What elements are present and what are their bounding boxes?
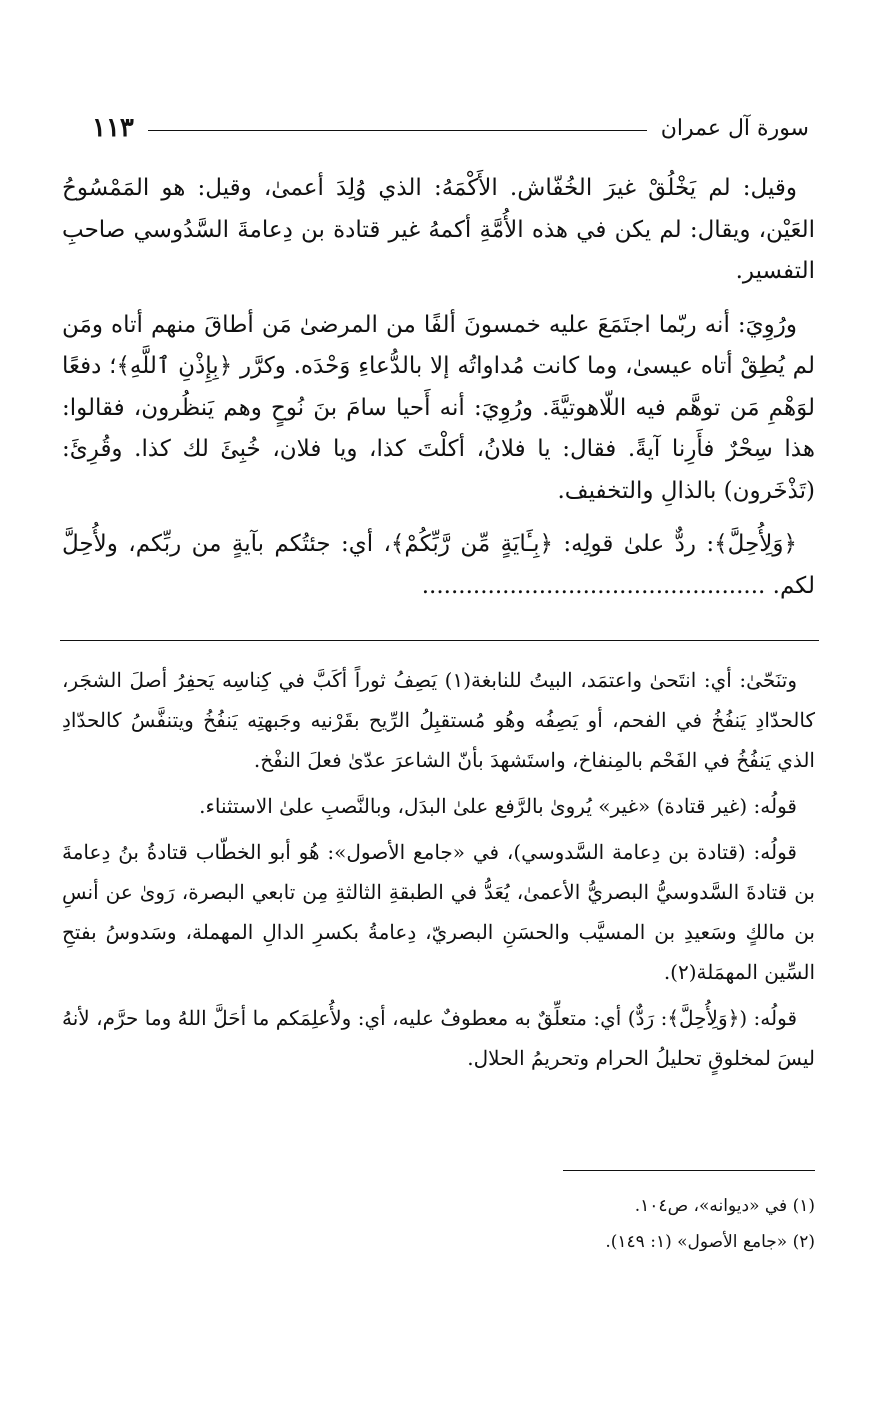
footnotes bbox=[62, 1188, 815, 1260]
header-rule bbox=[148, 130, 647, 131]
page-number: ١١٣ bbox=[92, 113, 134, 143]
section-divider bbox=[60, 640, 819, 641]
footnote-2: (٢) «جامع الأصول» (١: ١٤٩). bbox=[605, 1232, 815, 1252]
main-text bbox=[62, 168, 815, 619]
main-paragraph-1: وقيل: لم يَخْلُقْ غيرَ الخُفّاش. الأَكْمَهُ: الذي وُلِدَ أعمىٰ، وقيل: هو المَمْسُوحُ العَيْن، ويقال: لم يكن في هذه الأُمَّةِ أكمهُ غير قتادة بن دِعامةَ السَّدُوسي صاحبِ التفسير. bbox=[62, 175, 815, 284]
main-paragraph-2: ورُوِيَ: أنه ربّما اجتَمَعَ عليه خمسونَ ألفًا من المرضىٰ مَن أطاقَ منهم أتاه ومَن لم يُطِقْ أتاه عيسىٰ، وما كانت مُداواتُه إلا بالدُّعاءِ وَحْدَه. وكرَّر ﴿بِإِذْنِ ٱللَّهِ﴾؛ دفعًا لوَهْمِ مَن توهَّم فيه اللّاهوتيَّةَ. ورُوِيَ: أنه أَحيا سامَ بنَ نُوحٍ وهم يَنظُرون، فقالوا: هذا سِحْرٌ فأَرِنا آيةً. فقال: يا فلانُ، أكلْتَ كذا، ويا فلان، خُبِئَ لك كذا. وقُرِئَ: (تَذْخَرون) بالذالِ والتخفيف. bbox=[62, 311, 815, 504]
main-paragraph-3: ﴿وَلِأُحِلَّ﴾: ردٌّ علىٰ قولِه: ﴿بِـَٔايَةٍ مِّن رَّبِّكُمْ﴾، أي: جئتُكم بآيةٍ من ربِّكم، ولأُحِلَّ لكم. ............................................... bbox=[62, 531, 815, 599]
footnote-1: (١) في «ديوانه»، ص١٠٤. bbox=[634, 1196, 815, 1216]
page-header bbox=[92, 108, 809, 148]
commentary-paragraph-2: قولُه: (غير قتادة) «غير» يُروىٰ بالرَّفع علىٰ البدَل، وبالنَّصبِ علىٰ الاستثناء. bbox=[199, 794, 797, 818]
commentary-paragraph-3: قولُه: (قتادة بن دِعامة السَّدوسي)، في «جامع الأصول»: هُو أبو الخطّاب قتادةُ بنُ دِعامةَ بن قتادةَ السَّدوسيُّ البصريُّ الأعمىٰ، يُعَدُّ في الطبقةِ الثالثةِ مِن تابعي البصرة، رَوىٰ عن أنسِ بن مالكٍ وسَعيدِ بن المسيَّب والحسَنِ البصريّ، دِعامةُ بكسرِ الدالِ المهملة، وسَدوسُ بفتحِ السِّين المهمَلة(٢). bbox=[62, 840, 816, 984]
commentary-paragraph-1: وتنَحّىٰ: أي: انتَحىٰ واعتمَد، البيتُ للنابغة(١) يَصِفُ ثوراً أكَبَّ في كِناسِه يَحفِرُ أصلَ الشجَر، كالحدّادِ يَنفُخُ في الفحم، أو يَصِفُه وهُو مُستقبِلُ الرِّيح بقَرْنيه وجَبهتِه يَنفُخُ ويتنفَّسُ كالحدّادِ الذي يَنفُخُ في الفَحْم بالمِنفاخ، واستَشهدَ بأنّ الشاعرَ عدّىٰ فعلَ النفْخ. bbox=[62, 668, 815, 772]
commentary-text bbox=[62, 660, 815, 1084]
surah-title: سورة آل عمران bbox=[660, 115, 809, 141]
footnote-rule bbox=[563, 1170, 815, 1171]
commentary-paragraph-4: قولُه: (﴿وَلِأُحِلَّ﴾: رَدٌّ) أي: متعلِّقٌ به معطوفٌ عليه، أي: ولأُعلِمَكم ما أحَلَّ اللهُ وما حرَّم، لأنهُ ليسَ لمخلوقٍ تحليلُ الحرام وتحريمُ الحلال. bbox=[62, 1006, 815, 1070]
